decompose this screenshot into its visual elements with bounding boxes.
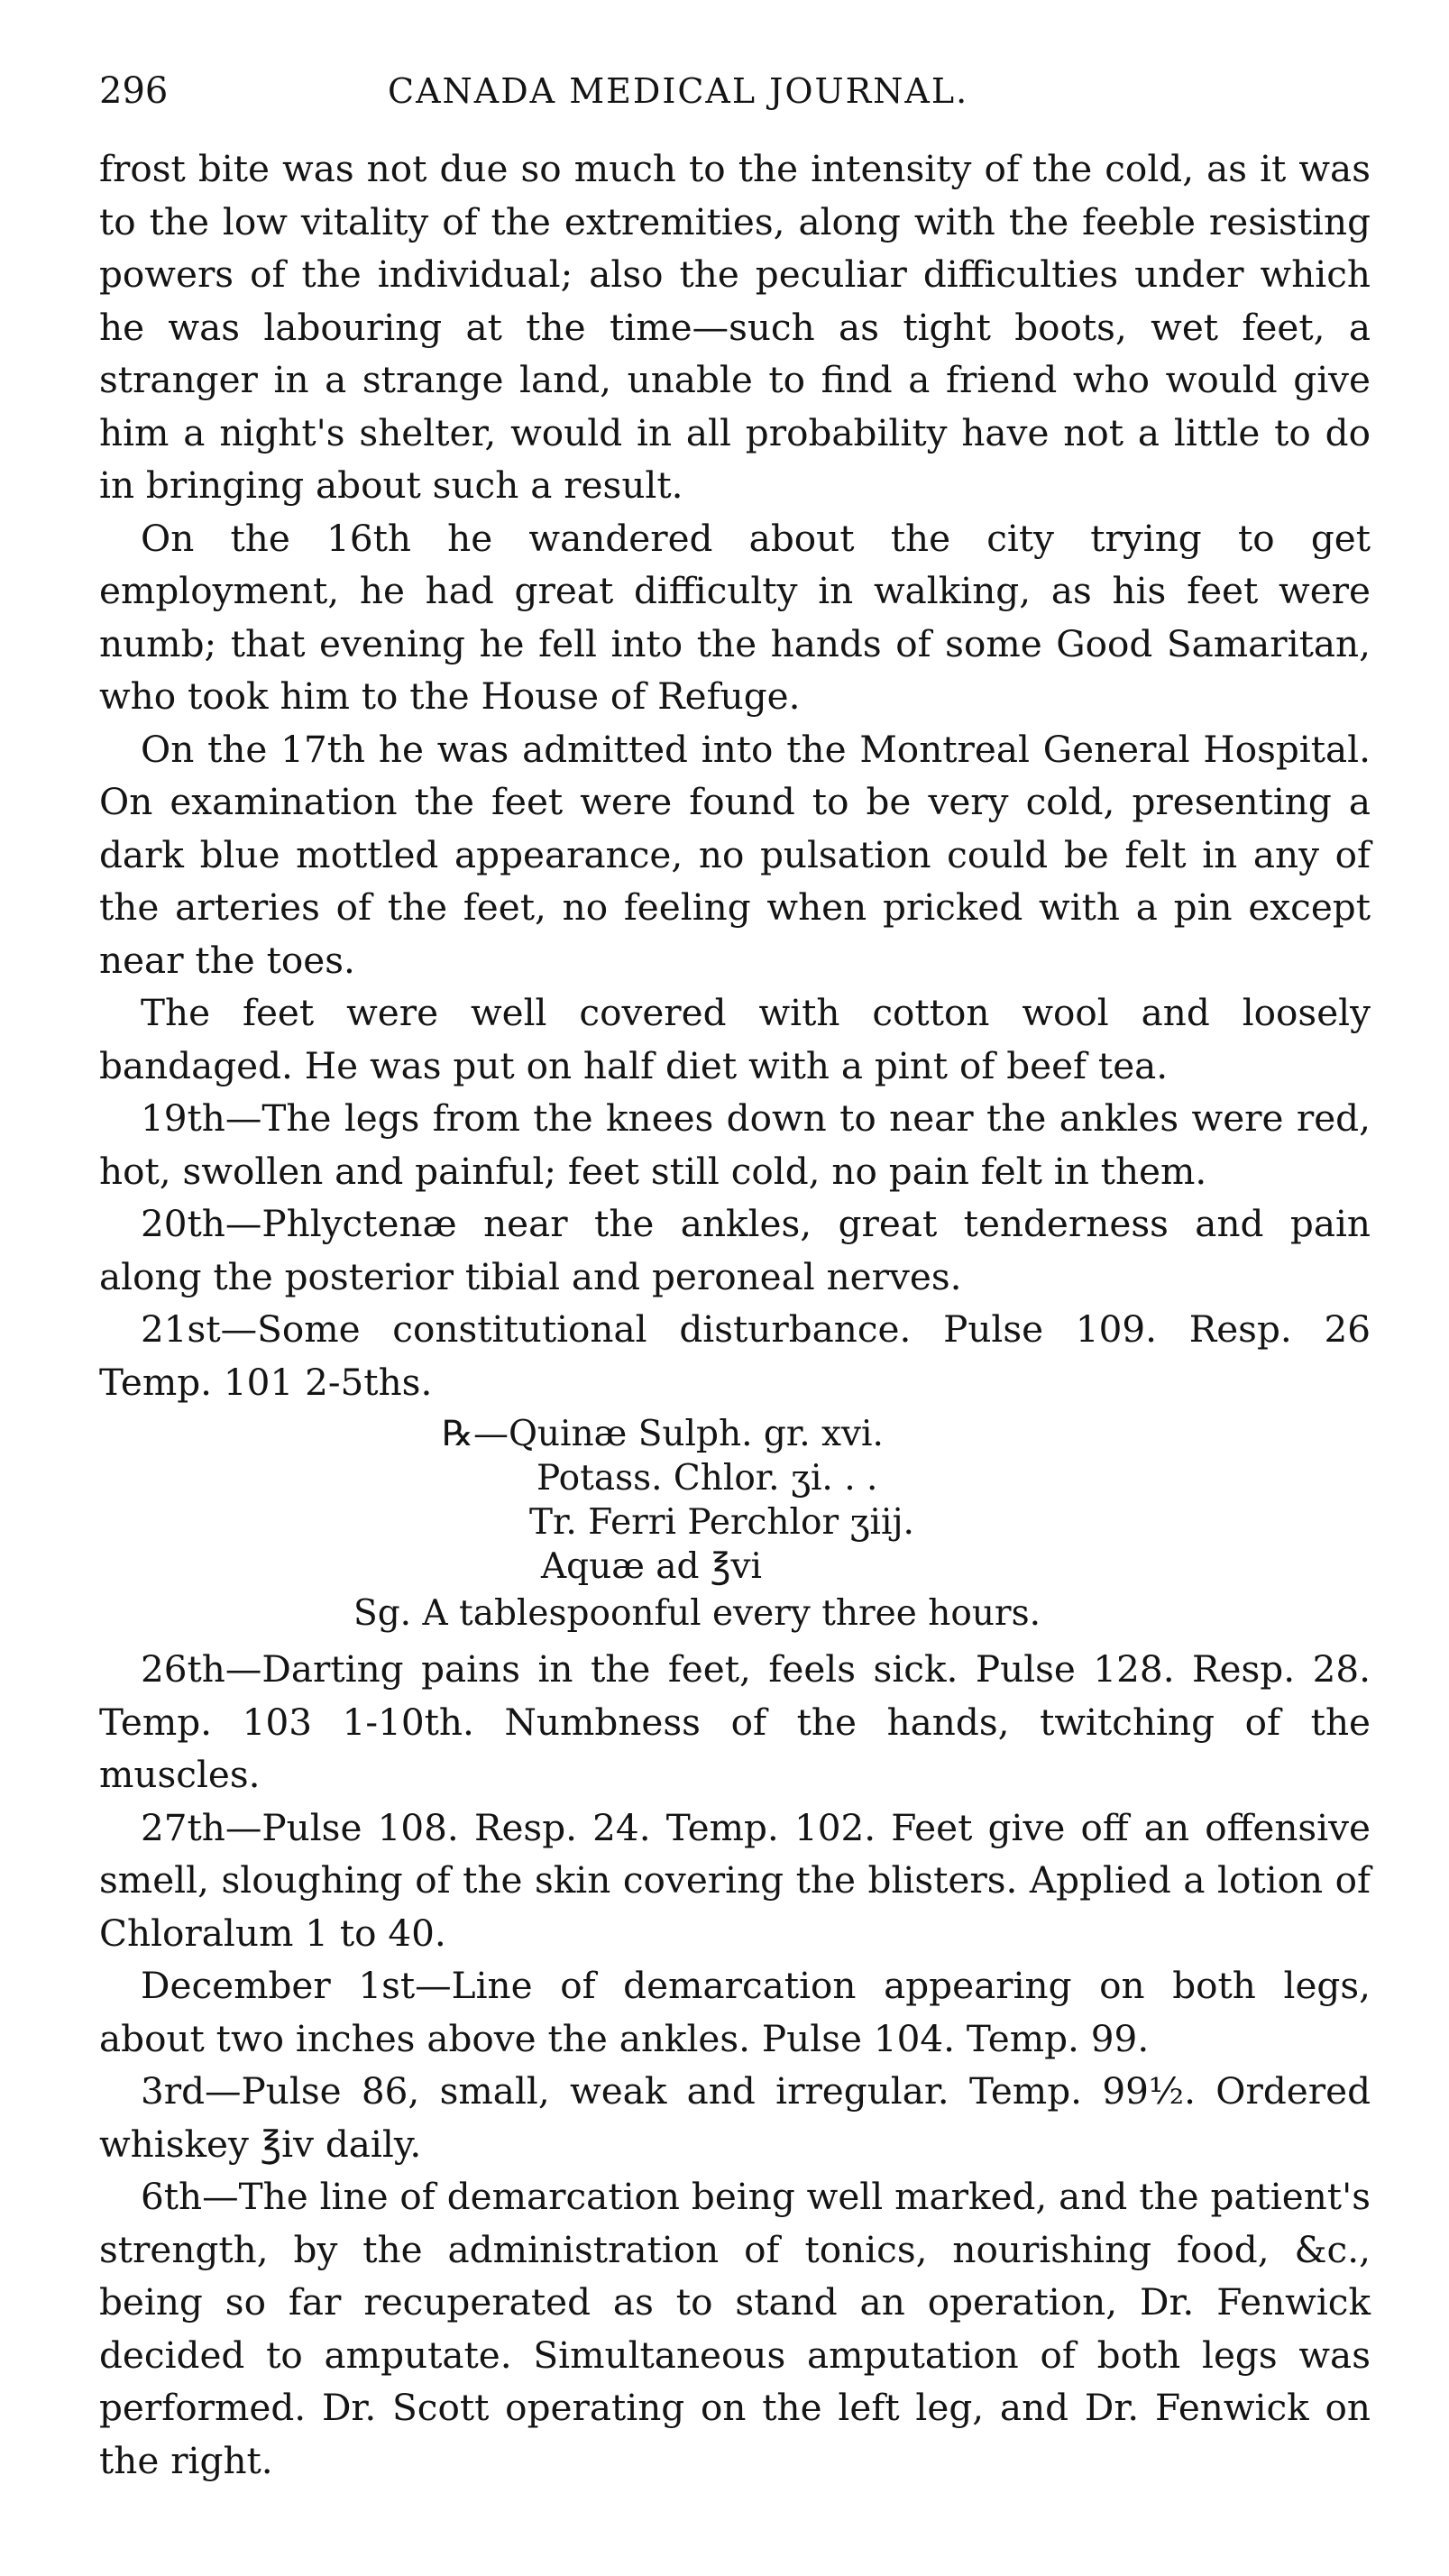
article-body <box>99 142 1371 2487</box>
paragraph-21st: 21st—Some constitutional disturbance. Pulse 109. Resp. 26 Temp. 101 2-5ths. <box>99 1307 1371 1404</box>
paragraph-27th: 27th—Pulse 108. Resp. 24. Temp. 102. Feet give off an offensive smell, sloughing of the skin covering the blisters. Applied a lotion of Chloralum 1 to 40. <box>99 1805 1371 1955</box>
paragraph-19th: 19th—The legs from the knees down to near the ankles were red, hot, swollen and painful; feet still cold, no pain felt in them. <box>99 1096 1371 1193</box>
paragraph-continuation: frost bite was not due so much to the intensity of the cold, as it was to the low vitality of the extremities, along with the feeble resisting powers of the individual; also the peculiar difficulties under which he was labouring at the time—such as tight boots, wet feet, a stranger in a strange land, unable to find a friend who would give him a night's shelter, would in all probability have not a little to do in bringing about such a result. <box>99 147 1371 507</box>
running-title: CANADA MEDICAL JOURNAL. <box>388 71 969 111</box>
paragraph-bandaged: The feet were well covered with cotton wool and loosely bandaged. He was put on half diet with a pint of beef tea. <box>99 991 1371 1087</box>
journal-page <box>99 70 1371 2487</box>
paragraph-20th: 20th—Phlyctenæ near the ankles, great tenderness and pain along the posterior tibial and peroneal nerves. <box>99 1202 1371 1298</box>
prescription-line: Aquæ ad ℥vi <box>541 1546 762 1587</box>
paragraph-december-1st: December 1st—Line of demarcation appearing on both legs, about two inches above the ankles. Pulse 104. Temp. 99. <box>99 1964 1371 2060</box>
paragraph-16th: On the 16th he wandered about the city trying to get employment, he had great difficulty in walking, as his feet were numb; that evening he fell into the hands of some Good Samaritan, who took him to the House of Refuge. <box>99 516 1371 718</box>
page-header <box>99 70 1371 142</box>
prescription <box>99 1412 1371 1639</box>
page-number: 296 <box>99 70 169 112</box>
prescription-line: Tr. Ferri Perchlor ʒiij. <box>529 1502 914 1543</box>
prescription-line: Potass. Chlor. ʒi. . . <box>536 1458 878 1499</box>
prescription-signa: Sg. A tablespoonful every three hours. <box>353 1593 1041 1634</box>
paragraph-17th: On the 17th he was admitted into the Montreal General Hospital. On examination the feet were found to be very cold, presenting a dark blue mottled appearance, no pulsation could be felt in any of the arteries of the feet, no feeling when pricked with a pin except near the toes. <box>99 727 1371 982</box>
paragraph-26th: 26th—Darting pains in the feet, feels sick. Pulse 128. Resp. 28. Temp. 103 1-10th. Numbness of the hands, twitching of the muscles. <box>99 1647 1371 1796</box>
paragraph-3rd: 3rd—Pulse 86, small, weak and irregular. Temp. 99½. Ordered whiskey ℥iv daily. <box>99 2069 1371 2166</box>
prescription-line: ℞—Quinæ Sulph. gr. xvi. <box>442 1414 884 1454</box>
paragraph-6th: 6th—The line of demarcation being well marked, and the patient's strength, by the administration of tonics, nourishing food, &c., being so far recuperated as to stand an operation, Dr. Fenwick decided to amputate. Simultaneous amputation of both legs was performed. Dr. Scott operating on the left leg, and Dr. Fenwick on the right. <box>99 2175 1371 2482</box>
